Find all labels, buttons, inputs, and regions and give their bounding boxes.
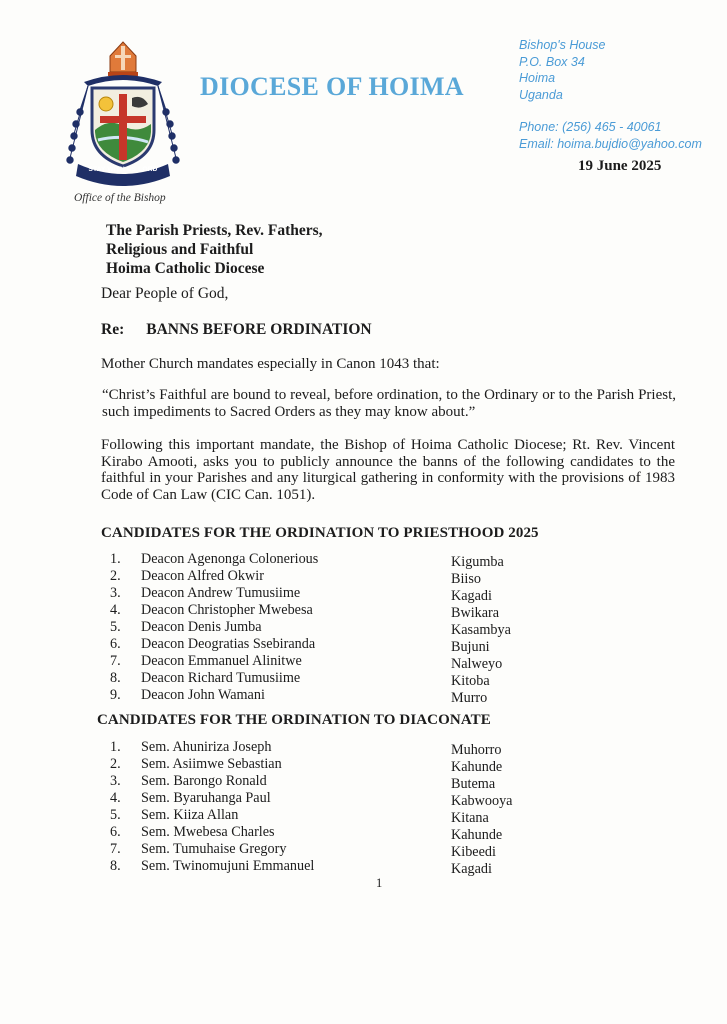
candidate-name: Deacon Alfred Okwir — [141, 568, 264, 584]
candidate-parish: Biiso — [451, 571, 481, 587]
candidate-parish: Kitoba — [451, 673, 490, 689]
page-number: 1 — [376, 876, 383, 890]
email-address: Email: hoima.bujdio@yahoo.com — [519, 136, 702, 151]
candidate-row — [110, 858, 530, 875]
candidate-parish: Kitana — [451, 810, 489, 826]
subject-label: Re: — [101, 321, 125, 338]
candidate-parish: Murro — [451, 690, 488, 706]
candidate-number: 3. — [110, 773, 121, 789]
candidate-parish: Kagadi — [451, 861, 492, 877]
diaconate-candidate-list — [110, 739, 530, 875]
candidate-row — [110, 824, 530, 841]
candidate-number: 7. — [110, 841, 121, 857]
address-block — [519, 37, 702, 152]
candidate-parish: Kahunde — [451, 759, 503, 775]
candidate-name: Sem. Mwebesa Charles — [141, 824, 275, 840]
candidate-row — [110, 687, 530, 704]
candidate-number: 1. — [110, 739, 121, 755]
candidate-name: Sem. Ahuniriza Joseph — [141, 739, 272, 755]
candidate-row — [110, 602, 530, 619]
candidate-name: Sem. Asiimwe Sebastian — [141, 756, 282, 772]
recipients-block — [106, 221, 323, 278]
candidate-parish: Nalweyo — [451, 656, 503, 672]
candidate-name: Deacon Christopher Mwebesa — [141, 602, 313, 618]
candidate-number: 4. — [110, 790, 121, 806]
candidate-parish: Bujuni — [451, 639, 490, 655]
candidate-number: 8. — [110, 670, 121, 686]
candidate-name: Deacon John Wamani — [141, 687, 265, 703]
candidate-parish: Muhorro — [451, 742, 502, 758]
candidate-row — [110, 790, 530, 807]
candidate-name: Sem. Kiiza Allan — [141, 807, 239, 823]
paragraph-canon-quote: “Christ’s Faithful are bound to reveal, before ordination, to the Ordinary or to the Parish Priest, such impediments to Sacred Orders as they may know about.” — [102, 387, 676, 420]
diaconate-heading: CANDIDATES FOR THE ORDINATION TO DIACONATE — [97, 712, 491, 728]
candidate-parish: Kigumba — [451, 554, 504, 570]
candidate-number: 1. — [110, 551, 121, 567]
candidate-number: 3. — [110, 585, 121, 601]
candidate-number: 2. — [110, 568, 121, 584]
candidate-name: Deacon Andrew Tumusiime — [141, 585, 301, 601]
address-line: P.O. Box 34 — [519, 54, 585, 69]
candidate-parish: Bwikara — [451, 605, 500, 621]
candidate-number: 5. — [110, 619, 121, 635]
candidate-name: Deacon Richard Tumusiime — [141, 670, 301, 686]
recipient-line: Hoima Catholic Diocese — [106, 260, 265, 277]
candidate-name: Deacon Agenonga Colonerious — [141, 551, 319, 567]
candidate-parish: Kahunde — [451, 827, 503, 843]
candidate-row — [110, 739, 530, 756]
candidate-row — [110, 773, 530, 790]
candidate-name: Deacon Deogratias Ssebiranda — [141, 636, 316, 652]
candidate-row — [110, 636, 530, 653]
candidate-parish: Kabwooya — [451, 793, 513, 809]
candidate-row — [110, 807, 530, 824]
paragraph-mandate: Following this important mandate, the Bishop of Hoima Catholic Diocese; Rt. Rev. Vincent Kirabo Amooti, asks you to publicly announce the banns of the following candidates to the faithful in your Parishes and any liturgical gathering in conformity with the provisions of 1983 Code of Can Law (CIC Can. 1051). — [101, 437, 675, 503]
candidate-parish: Kasambya — [451, 622, 511, 638]
candidate-number: 5. — [110, 807, 121, 823]
candidate-parish: Butema — [451, 776, 496, 792]
candidate-name: Sem. Barongo Ronald — [141, 773, 267, 789]
priesthood-candidate-list — [110, 551, 530, 704]
candidate-number: 2. — [110, 756, 121, 772]
office-label: Office of the Bishop — [74, 192, 166, 204]
subject-text: BANNS BEFORE ORDINATION — [146, 321, 372, 338]
candidate-row — [110, 551, 530, 568]
letter-date: 19 June 2025 — [578, 158, 662, 174]
candidate-number: 6. — [110, 824, 121, 840]
address-line: Uganda — [519, 87, 563, 102]
address-line: Bishop's House — [519, 38, 606, 52]
candidate-name: Deacon Denis Jumba — [141, 619, 262, 635]
candidate-name: Sem. Byaruhanga Paul — [141, 790, 271, 806]
crest-motto: STAY WITH US LORD — [88, 166, 158, 173]
candidate-row — [110, 585, 530, 602]
candidate-number: 7. — [110, 653, 121, 669]
candidate-parish: Kagadi — [451, 588, 492, 604]
subject-line — [101, 321, 372, 339]
candidate-row — [110, 670, 530, 687]
address-line: Hoima — [519, 71, 556, 85]
phone-number: Phone: (256) 465 - 40061 — [519, 120, 662, 134]
paragraph-canon-intro: Mother Church mandates especially in Canon 1043 that: — [101, 356, 440, 372]
candidate-number: 4. — [110, 602, 121, 618]
candidate-row — [110, 756, 530, 773]
candidate-row — [110, 568, 530, 585]
candidate-parish: Kibeedi — [451, 844, 496, 860]
recipient-line: Religious and Faithful — [106, 241, 254, 258]
salutation: Dear People of God, — [101, 285, 229, 302]
candidate-number: 8. — [110, 858, 121, 874]
candidate-row — [110, 619, 530, 636]
candidate-number: 6. — [110, 636, 121, 652]
candidate-row — [110, 841, 530, 858]
candidate-name: Deacon Emmanuel Alinitwe — [141, 653, 302, 669]
candidate-name: Sem. Twinomujuni Emmanuel — [141, 858, 315, 874]
diocese-title: DIOCESE OF HOIMA — [200, 72, 464, 101]
priesthood-heading: CANDIDATES FOR THE ORDINATION TO PRIESTHOOD 2025 — [101, 525, 539, 541]
recipient-line: The Parish Priests, Rev. Fathers, — [106, 222, 323, 239]
candidate-name: Sem. Tumuhaise Gregory — [141, 841, 287, 857]
candidate-number: 9. — [110, 687, 121, 703]
candidate-row — [110, 653, 530, 670]
